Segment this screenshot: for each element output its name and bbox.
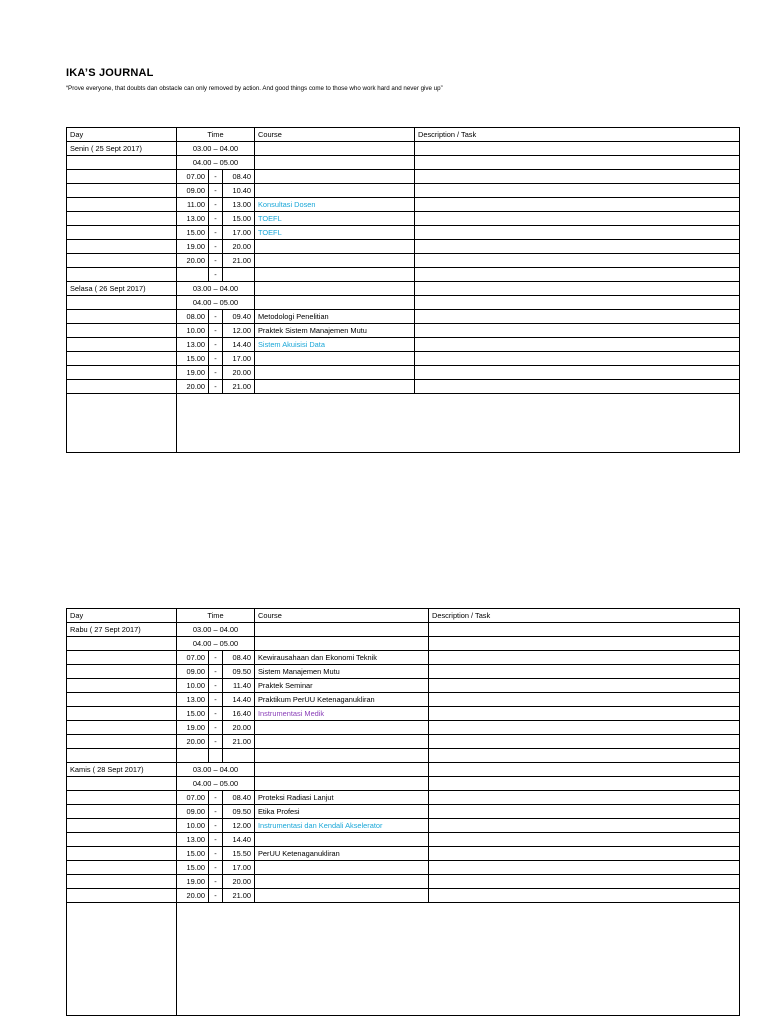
time-start-cell: 20.00 (177, 889, 209, 903)
day-cell (67, 735, 177, 749)
time-end-cell: 08.40 (223, 170, 255, 184)
course-cell (255, 170, 415, 184)
day-cell (67, 296, 177, 310)
time-dash-cell: - (209, 875, 223, 889)
description-cell (429, 777, 740, 791)
day-cell (67, 324, 177, 338)
day-cell (67, 254, 177, 268)
table-row (67, 735, 740, 749)
header-day: Day (67, 609, 177, 623)
day-cell (67, 791, 177, 805)
course-cell (255, 623, 429, 637)
time-dash-cell: - (209, 847, 223, 861)
time-start-cell: 07.00 (177, 170, 209, 184)
time-range-cell: 03.00 – 04.00 (177, 763, 255, 777)
time-dash-cell: - (209, 707, 223, 721)
description-cell (429, 623, 740, 637)
notes-day-cell (67, 903, 177, 1016)
time-start-cell: 07.00 (177, 791, 209, 805)
day-cell (67, 212, 177, 226)
time-dash-cell: - (209, 833, 223, 847)
table-row (67, 184, 740, 198)
table-row (67, 268, 740, 282)
time-dash-cell: - (209, 805, 223, 819)
header-course: Course (255, 609, 429, 623)
table-row (67, 861, 740, 875)
table-row (67, 142, 740, 156)
time-end-cell: 21.00 (223, 254, 255, 268)
day-cell (67, 226, 177, 240)
table-row (67, 777, 740, 791)
header-time: Time (177, 128, 255, 142)
course-cell (255, 637, 429, 651)
description-cell (415, 352, 740, 366)
course-cell (255, 721, 429, 735)
day-cell (67, 240, 177, 254)
course-cell: Konsultasi Dosen (255, 198, 415, 212)
table-row (67, 296, 740, 310)
table-row (67, 310, 740, 324)
table-row (67, 366, 740, 380)
course-cell: Praktek Sistem Manajemen Mutu (255, 324, 415, 338)
table-row (67, 875, 740, 889)
header-course: Course (255, 128, 415, 142)
time-start-cell: 07.00 (177, 651, 209, 665)
time-dash-cell: - (209, 665, 223, 679)
time-dash-cell: - (209, 324, 223, 338)
course-cell: Praktek Seminar (255, 679, 429, 693)
time-dash-cell: - (209, 861, 223, 875)
time-dash-cell: - (209, 735, 223, 749)
description-cell (429, 805, 740, 819)
course-cell: TOEFL (255, 226, 415, 240)
time-end-cell: 21.00 (223, 380, 255, 394)
table-row (67, 763, 740, 777)
header-time: Time (177, 609, 255, 623)
time-range-cell: 04.00 – 05.00 (177, 637, 255, 651)
time-end-cell: 15.00 (223, 212, 255, 226)
description-cell (415, 156, 740, 170)
time-end-cell (223, 749, 255, 763)
description-cell (429, 665, 740, 679)
description-cell (429, 819, 740, 833)
time-start-cell: 13.00 (177, 212, 209, 226)
description-cell (415, 366, 740, 380)
course-cell (255, 184, 415, 198)
time-start-cell: 13.00 (177, 833, 209, 847)
time-end-cell: 17.00 (223, 226, 255, 240)
header-day: Day (67, 128, 177, 142)
day-cell (67, 847, 177, 861)
time-start-cell: 19.00 (177, 366, 209, 380)
journal-quote: “Prove everyone, that doubts dan obstacle can only removed by action. And good things come to those who work hard and never give up” (66, 85, 443, 92)
time-end-cell: 09.40 (223, 310, 255, 324)
time-end-cell: 21.00 (223, 735, 255, 749)
table-header-row (67, 609, 740, 623)
table-row (67, 679, 740, 693)
course-cell: PerUU Ketenaganukliran (255, 847, 429, 861)
description-cell (415, 240, 740, 254)
day-cell (67, 170, 177, 184)
table-row (67, 721, 740, 735)
table-row (67, 156, 740, 170)
course-cell (255, 254, 415, 268)
time-end-cell: 09.50 (223, 805, 255, 819)
schedule-table-2 (66, 608, 740, 1016)
time-end-cell: 17.00 (223, 861, 255, 875)
table-row (67, 254, 740, 268)
time-start-cell: 13.00 (177, 693, 209, 707)
time-end-cell: 14.40 (223, 693, 255, 707)
time-start-cell (177, 749, 209, 763)
time-end-cell: 08.40 (223, 651, 255, 665)
time-start-cell: 15.00 (177, 861, 209, 875)
time-range-cell: 04.00 – 05.00 (177, 156, 255, 170)
description-cell (429, 707, 740, 721)
table-row (67, 651, 740, 665)
notes-row (67, 903, 740, 1016)
day-cell (67, 889, 177, 903)
day-cell (67, 380, 177, 394)
course-cell (255, 282, 415, 296)
course-cell (255, 735, 429, 749)
description-cell (415, 268, 740, 282)
time-start-cell: 09.00 (177, 184, 209, 198)
course-cell (255, 875, 429, 889)
course-cell: Sistem Akuisisi Data (255, 338, 415, 352)
course-cell: Etika Profesi (255, 805, 429, 819)
course-cell (255, 296, 415, 310)
description-cell (429, 875, 740, 889)
time-range-cell: 04.00 – 05.00 (177, 296, 255, 310)
time-dash-cell (209, 749, 223, 763)
course-cell (255, 833, 429, 847)
table-header-row (67, 128, 740, 142)
time-end-cell: 12.00 (223, 819, 255, 833)
header-description: Description / Task (429, 609, 740, 623)
time-dash-cell: - (209, 819, 223, 833)
table-row (67, 889, 740, 903)
table-row (67, 240, 740, 254)
description-cell (429, 735, 740, 749)
schedule-table-1 (66, 127, 740, 453)
description-cell (429, 721, 740, 735)
description-cell (415, 380, 740, 394)
time-start-cell: 09.00 (177, 665, 209, 679)
course-cell (255, 763, 429, 777)
time-dash-cell: - (209, 338, 223, 352)
course-cell: TOEFL (255, 212, 415, 226)
day-cell (67, 268, 177, 282)
course-cell: Instrumentasi dan Kendali Akselerator (255, 819, 429, 833)
time-dash-cell: - (209, 791, 223, 805)
day-cell (67, 693, 177, 707)
day-cell (67, 805, 177, 819)
time-start-cell: 10.00 (177, 324, 209, 338)
time-start-cell: 11.00 (177, 198, 209, 212)
time-dash-cell: - (209, 268, 223, 282)
notes-area (177, 903, 740, 1016)
day-cell (67, 819, 177, 833)
time-end-cell: 14.40 (223, 833, 255, 847)
time-end-cell: 09.50 (223, 665, 255, 679)
time-end-cell: 17.00 (223, 352, 255, 366)
description-cell (429, 693, 740, 707)
course-cell (255, 380, 415, 394)
time-start-cell: 20.00 (177, 735, 209, 749)
notes-day-cell (67, 394, 177, 453)
description-cell (415, 296, 740, 310)
time-end-cell: 16.40 (223, 707, 255, 721)
day-cell (67, 749, 177, 763)
table-row (67, 749, 740, 763)
time-end-cell: 14.40 (223, 338, 255, 352)
table-row (67, 707, 740, 721)
table-row (67, 805, 740, 819)
table-row (67, 847, 740, 861)
course-cell: Proteksi Radiasi Lanjut (255, 791, 429, 805)
course-cell: Metodologi Penelitian (255, 310, 415, 324)
time-dash-cell: - (209, 651, 223, 665)
time-range-cell: 03.00 – 04.00 (177, 142, 255, 156)
table-row (67, 791, 740, 805)
time-range-cell: 03.00 – 04.00 (177, 282, 255, 296)
time-start-cell: 15.00 (177, 352, 209, 366)
time-start-cell: 15.00 (177, 226, 209, 240)
description-cell (415, 198, 740, 212)
time-dash-cell: - (209, 889, 223, 903)
course-cell: Instrumentasi Medik (255, 707, 429, 721)
description-cell (415, 212, 740, 226)
description-cell (415, 184, 740, 198)
time-start-cell: 15.00 (177, 847, 209, 861)
time-dash-cell: - (209, 240, 223, 254)
description-cell (429, 791, 740, 805)
day-cell (67, 198, 177, 212)
day-cell (67, 184, 177, 198)
time-dash-cell: - (209, 721, 223, 735)
description-cell (415, 324, 740, 338)
time-end-cell (223, 268, 255, 282)
day-cell (67, 310, 177, 324)
time-start-cell: 08.00 (177, 310, 209, 324)
day-cell (67, 861, 177, 875)
course-cell (255, 268, 415, 282)
description-cell (429, 679, 740, 693)
time-start-cell (177, 268, 209, 282)
course-cell (255, 142, 415, 156)
time-start-cell: 20.00 (177, 380, 209, 394)
table-row (67, 338, 740, 352)
course-cell (255, 749, 429, 763)
day-cell (67, 637, 177, 651)
table-row (67, 833, 740, 847)
description-cell (429, 749, 740, 763)
time-range-cell: 03.00 – 04.00 (177, 623, 255, 637)
day-cell: Rabu ( 27 Sept 2017) (67, 623, 177, 637)
time-dash-cell: - (209, 170, 223, 184)
table-row (67, 352, 740, 366)
time-dash-cell: - (209, 352, 223, 366)
day-cell: Selasa ( 26 Sept 2017) (67, 282, 177, 296)
course-cell (255, 366, 415, 380)
notes-area (177, 394, 740, 453)
description-cell (429, 861, 740, 875)
day-cell (67, 833, 177, 847)
time-end-cell: 21.00 (223, 889, 255, 903)
time-end-cell: 15.50 (223, 847, 255, 861)
course-cell (255, 889, 429, 903)
course-cell (255, 156, 415, 170)
time-range-cell: 04.00 – 05.00 (177, 777, 255, 791)
time-end-cell: 20.00 (223, 875, 255, 889)
course-cell: Sistem Manajemen Mutu (255, 665, 429, 679)
time-end-cell: 13.00 (223, 198, 255, 212)
day-cell (67, 777, 177, 791)
time-start-cell: 09.00 (177, 805, 209, 819)
time-dash-cell: - (209, 254, 223, 268)
description-cell (415, 282, 740, 296)
day-cell (67, 352, 177, 366)
course-cell (255, 861, 429, 875)
day-cell (67, 338, 177, 352)
course-cell (255, 352, 415, 366)
table-row (67, 623, 740, 637)
description-cell (429, 847, 740, 861)
time-dash-cell: - (209, 184, 223, 198)
time-start-cell: 19.00 (177, 240, 209, 254)
time-dash-cell: - (209, 366, 223, 380)
journal-title: IKA’S JOURNAL (66, 67, 154, 79)
description-cell (415, 310, 740, 324)
day-cell (67, 665, 177, 679)
course-cell (255, 777, 429, 791)
description-cell (415, 254, 740, 268)
day-cell (67, 875, 177, 889)
day-cell: Kamis ( 28 Sept 2017) (67, 763, 177, 777)
table-row (67, 226, 740, 240)
time-end-cell: 20.00 (223, 721, 255, 735)
description-cell (429, 637, 740, 651)
day-cell (67, 721, 177, 735)
time-end-cell: 20.00 (223, 240, 255, 254)
description-cell (415, 338, 740, 352)
table-row (67, 665, 740, 679)
description-cell (429, 651, 740, 665)
header-description: Description / Task (415, 128, 740, 142)
time-start-cell: 19.00 (177, 875, 209, 889)
course-cell: Praktikum PerUU Ketenaganukliran (255, 693, 429, 707)
table-row (67, 324, 740, 338)
day-cell (67, 679, 177, 693)
time-dash-cell: - (209, 380, 223, 394)
time-start-cell: 13.00 (177, 338, 209, 352)
course-cell (255, 240, 415, 254)
description-cell (429, 889, 740, 903)
description-cell (415, 226, 740, 240)
table-row (67, 170, 740, 184)
time-start-cell: 20.00 (177, 254, 209, 268)
day-cell: Senin ( 25 Sept 2017) (67, 142, 177, 156)
time-dash-cell: - (209, 693, 223, 707)
notes-row (67, 394, 740, 453)
table-row (67, 380, 740, 394)
time-end-cell: 08.40 (223, 791, 255, 805)
time-start-cell: 10.00 (177, 819, 209, 833)
table-row (67, 212, 740, 226)
course-cell: Kewirausahaan dan Ekonomi Teknik (255, 651, 429, 665)
time-dash-cell: - (209, 310, 223, 324)
day-cell (67, 156, 177, 170)
table-row (67, 637, 740, 651)
table-row (67, 819, 740, 833)
time-dash-cell: - (209, 212, 223, 226)
time-dash-cell: - (209, 226, 223, 240)
time-end-cell: 11.40 (223, 679, 255, 693)
time-dash-cell: - (209, 679, 223, 693)
day-cell (67, 707, 177, 721)
description-cell (429, 763, 740, 777)
day-cell (67, 366, 177, 380)
table-row (67, 282, 740, 296)
description-cell (415, 170, 740, 184)
time-dash-cell: - (209, 198, 223, 212)
time-end-cell: 12.00 (223, 324, 255, 338)
time-end-cell: 20.00 (223, 366, 255, 380)
time-start-cell: 15.00 (177, 707, 209, 721)
time-end-cell: 10.40 (223, 184, 255, 198)
table-row (67, 693, 740, 707)
day-cell (67, 651, 177, 665)
time-start-cell: 19.00 (177, 721, 209, 735)
time-start-cell: 10.00 (177, 679, 209, 693)
description-cell (429, 833, 740, 847)
description-cell (415, 142, 740, 156)
table-row (67, 198, 740, 212)
